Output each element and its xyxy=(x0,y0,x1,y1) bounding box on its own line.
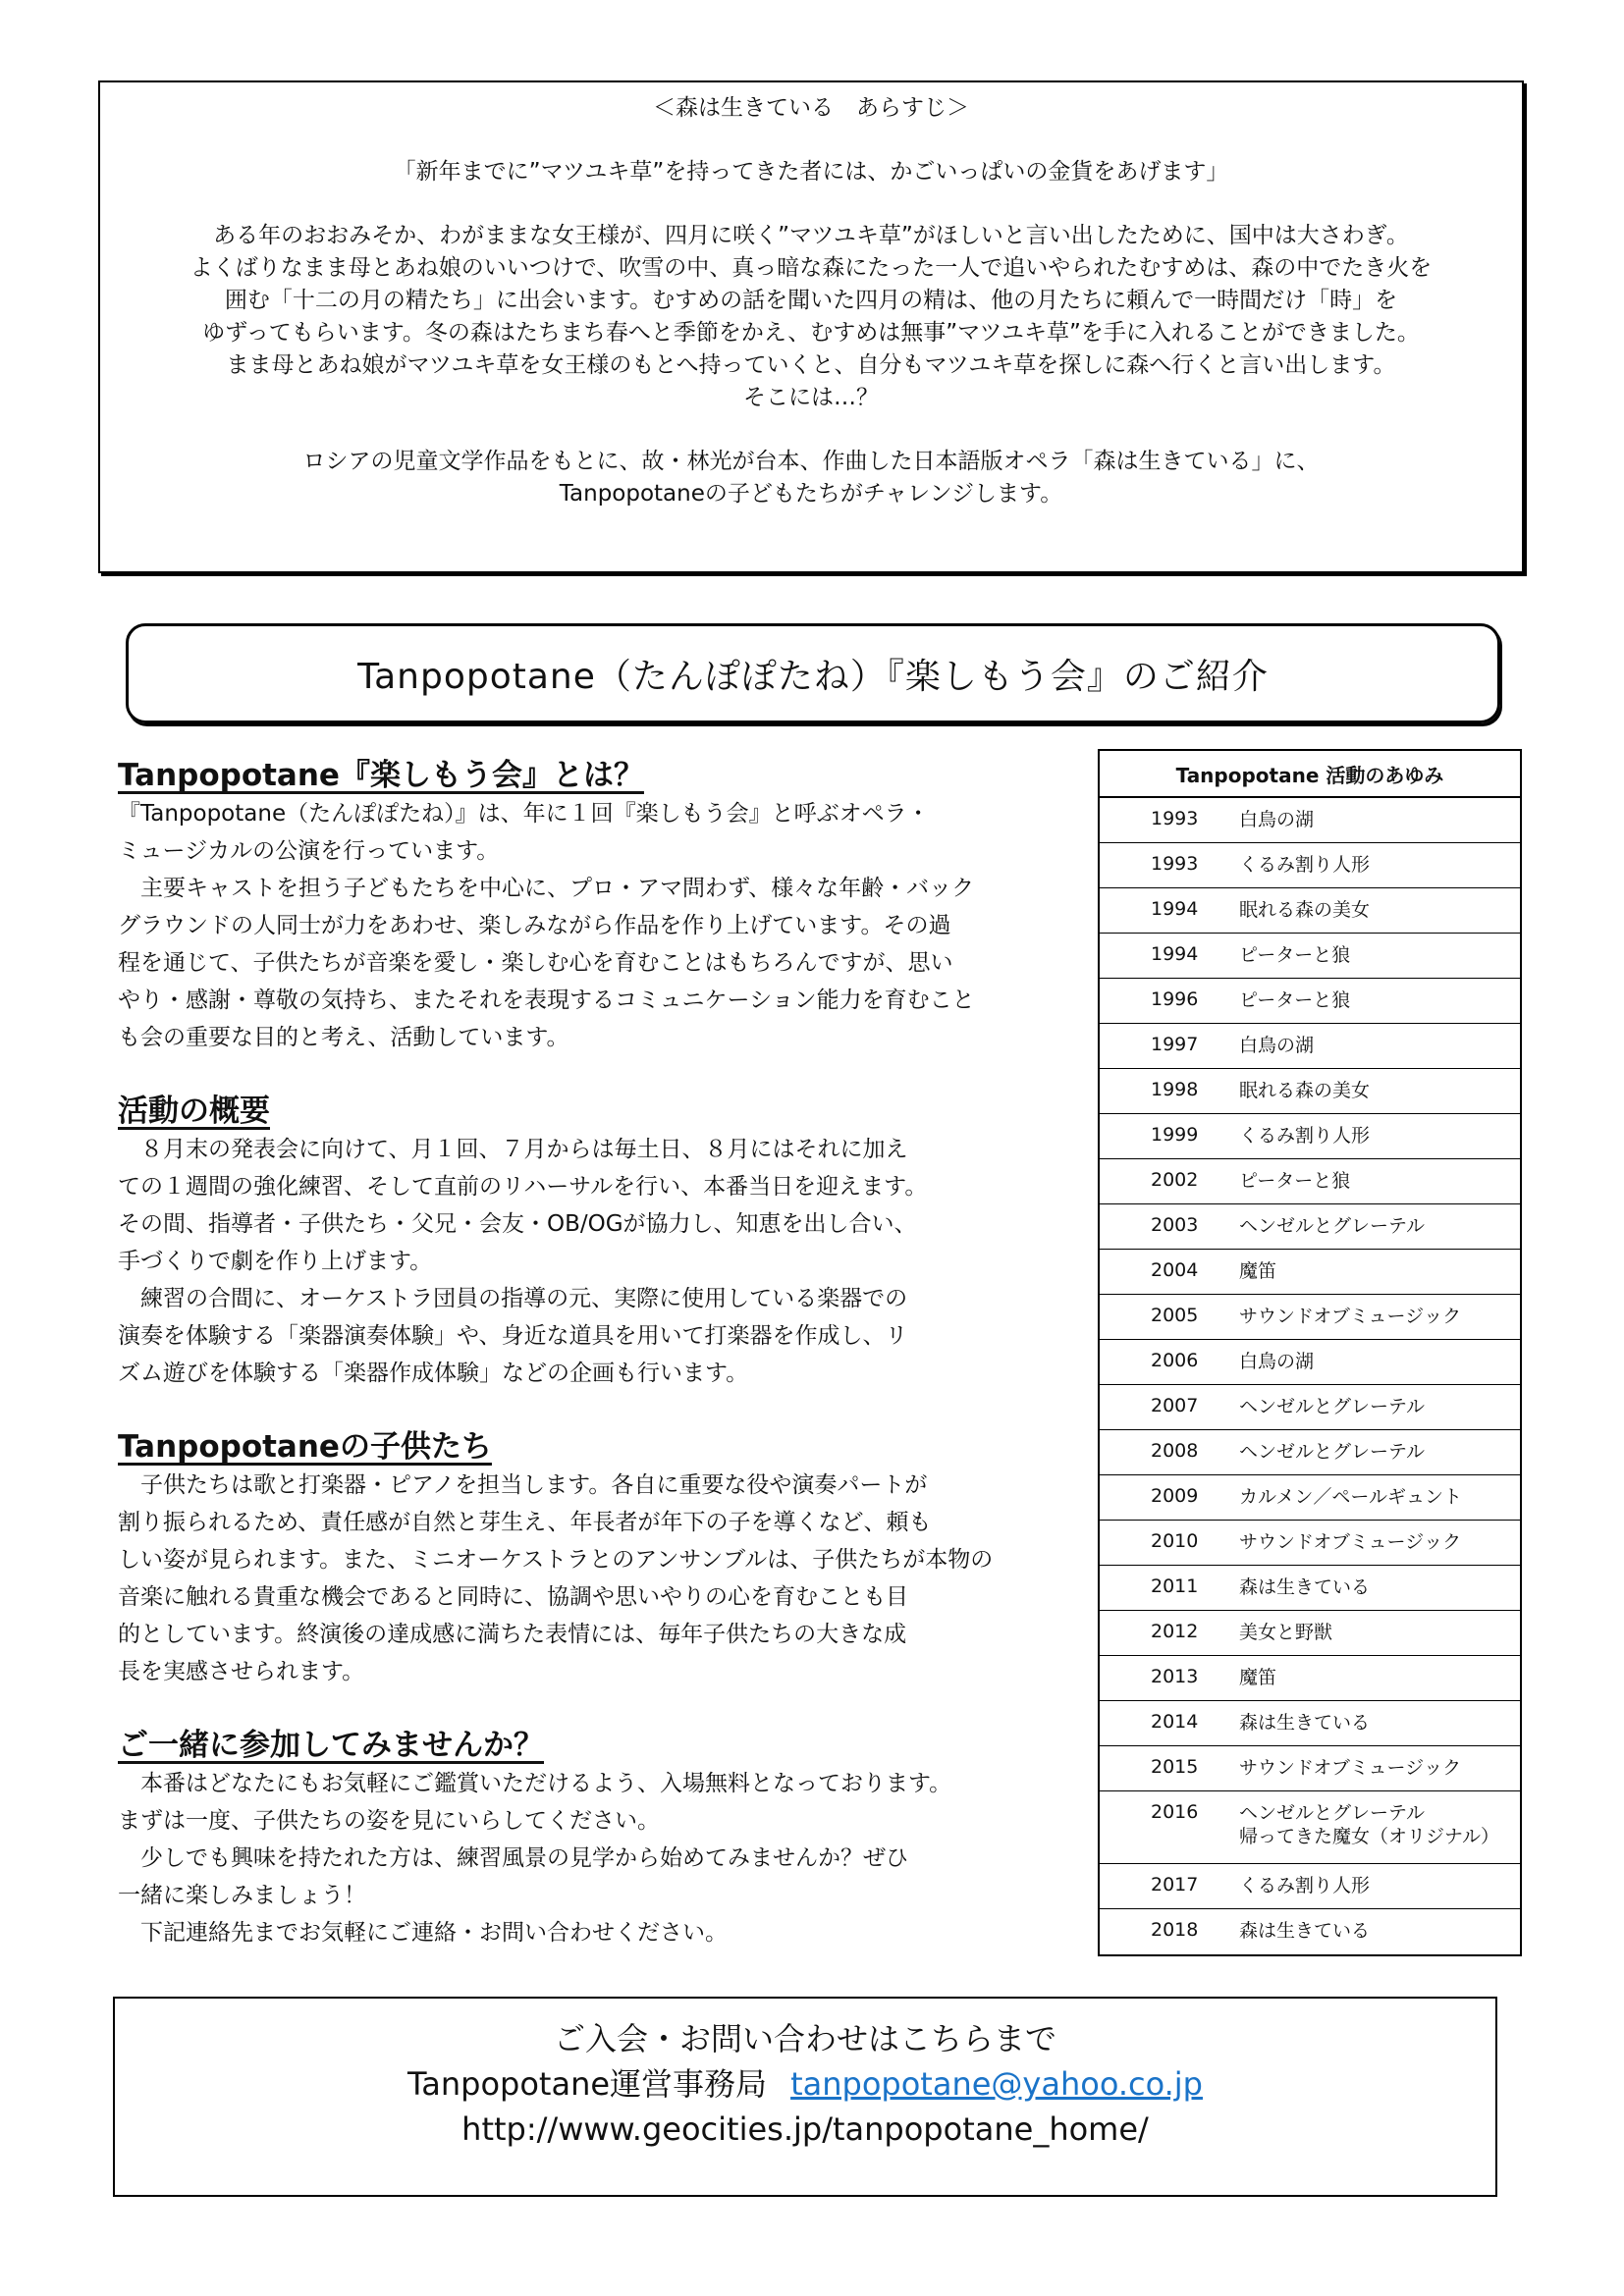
history-title: 眠れる森の美女 xyxy=(1239,899,1371,921)
section-line: ての１週間の強化練習、そして直前のリハーサルを行い、本番当日を迎えます。 xyxy=(118,1174,928,1200)
synopsis-line: よくばりなまま母とあね娘のいいつけで、吹雪の中、真っ暗な森にたった一人で追いやられたむすめは、森の中でたき火を xyxy=(189,255,1433,281)
section-line: しい姿が見られます。また、ミニオーケストラとのアンサンブルは、子供たちが本物の xyxy=(118,1547,994,1573)
history-title: ピーターと狼 xyxy=(1239,944,1351,966)
history-year: 2007 xyxy=(1151,1395,1199,1416)
history-year: 1993 xyxy=(1151,808,1199,829)
history-titles xyxy=(1218,1305,1520,1328)
synopsis-line: 囲む「十二の月の精たち」に出会います。むすめの話を聞いた四月の精は、他の月たちに頼んで一時間だけ「時」を xyxy=(224,288,1398,313)
history-year: 2005 xyxy=(1151,1305,1199,1326)
history-year: 2014 xyxy=(1151,1711,1199,1733)
history-row xyxy=(1100,979,1520,1024)
history-title: 森は生きている xyxy=(1239,1920,1371,1942)
history-row xyxy=(1100,798,1520,843)
history-year: 2018 xyxy=(1151,1919,1199,1941)
history-title: 美女と野獣 xyxy=(1239,1622,1333,1643)
history-title: 白鳥の湖 xyxy=(1239,809,1315,830)
history-year: 1996 xyxy=(1151,988,1199,1010)
history-title: 白鳥の湖 xyxy=(1239,1035,1315,1056)
section-line: 主要キャストを担う子どもたちを中心に、プロ・アマ問わず、様々な年齢・バック xyxy=(118,876,975,901)
history-year: 1999 xyxy=(1151,1124,1199,1146)
history-title: 眠れる森の美女 xyxy=(1239,1080,1371,1101)
section-line: ズム遊びを体験する「楽器作成体験」などの企画も行います。 xyxy=(118,1361,749,1386)
section-line: 的としています。終演後の達成感に満ちた表情には、毎年子供たちの大きな成 xyxy=(118,1622,907,1647)
history-year: 1993 xyxy=(1151,853,1199,875)
history-title: ピーターと狼 xyxy=(1239,1170,1351,1192)
history-year: 2015 xyxy=(1151,1756,1199,1778)
section xyxy=(118,756,1060,1056)
history-year: 2010 xyxy=(1151,1530,1199,1552)
history-year: 2011 xyxy=(1151,1575,1199,1597)
section-heading: Tanpopotane『楽しもう会』とは？ xyxy=(118,758,644,793)
history-row xyxy=(1100,1430,1520,1475)
section-line: 『Tanpopotane（たんぽぽたね）』は、年に１回『楽しもう会』と呼ぶオペラ・ xyxy=(118,801,930,827)
section-line: ミュージカルの公演を行っています。 xyxy=(118,838,500,864)
history-row xyxy=(1100,934,1520,979)
history-title: 森は生きている xyxy=(1239,1576,1371,1598)
section-line: 子供たちは歌と打楽器・ピアノを担当します。各自に重要な役や演奏パートが xyxy=(118,1472,928,1498)
history-titles xyxy=(1218,1801,1520,1848)
history-titles xyxy=(1218,1440,1520,1464)
section xyxy=(118,1726,1060,1951)
history-year: 2008 xyxy=(1151,1440,1199,1462)
history-title: 魔笛 xyxy=(1239,1667,1277,1688)
synopsis-note-line: Tanpopotaneの子どもたちがチャレンジします。 xyxy=(559,481,1063,507)
history-row xyxy=(1100,843,1520,888)
history-row xyxy=(1100,1385,1520,1430)
history-year: 1998 xyxy=(1151,1079,1199,1100)
history-titles xyxy=(1218,898,1520,922)
history-title: 帰ってきた魔女（オリジナル） xyxy=(1239,1826,1500,1847)
history-title: サウンドオブミュージック xyxy=(1239,1306,1462,1327)
history-title: くるみ割り人形 xyxy=(1239,854,1371,876)
history-row xyxy=(1100,1864,1520,1909)
history-titles xyxy=(1218,1756,1520,1780)
section-line: やり・感謝・尊敬の気持ち、またそれを表現するコミュニケーション能力を育むこと xyxy=(118,988,975,1013)
history-titles xyxy=(1218,1124,1520,1148)
history-row xyxy=(1100,1204,1520,1250)
synopsis-line: ゆずってもらいます。冬の森はたちまち春へと季節をかえ、むすめは無事”マツユキ草”を手に入れることができました。 xyxy=(202,320,1420,346)
history-row xyxy=(1100,1024,1520,1069)
history-row xyxy=(1100,1475,1520,1521)
history-row xyxy=(1100,1114,1520,1159)
history-year: 2012 xyxy=(1151,1621,1199,1642)
section-line: 長を実感させられます。 xyxy=(118,1659,365,1684)
history-title: ヘンゼルとグレーテル xyxy=(1239,1802,1426,1824)
section-heading: Tanpopotaneの子供たち xyxy=(118,1429,492,1465)
section xyxy=(118,1092,1060,1392)
section-line: 本番はどなたにもお気軽にご鑑賞いただけるよう、入場無料となっております。 xyxy=(118,1771,952,1796)
section-line: 手づくりで劇を作り上げます。 xyxy=(118,1249,433,1274)
history-titles xyxy=(1218,1214,1520,1238)
synopsis-note xyxy=(100,446,1522,510)
section-line: 少しでも興味を持たれた方は、練習風景の見学から始めてみませんか？ぜひ xyxy=(118,1845,908,1871)
history-titles xyxy=(1218,808,1520,831)
history-row xyxy=(1100,1656,1520,1701)
history-year: 2002 xyxy=(1151,1169,1199,1191)
history-table-title: Tanpopotane 活動のあゆみ xyxy=(1100,751,1520,798)
history-year: 2003 xyxy=(1151,1214,1199,1236)
history-titles xyxy=(1218,1530,1520,1554)
office-name: Tanpopotane運営事務局 xyxy=(407,2065,768,2103)
section-line: も会の重要な目的と考え、活動しています。 xyxy=(118,1025,569,1050)
history-titles xyxy=(1218,1575,1520,1599)
history-titles xyxy=(1218,1169,1520,1193)
section-line: グラウンドの人同士が力をあわせ、楽しみながら作品を作り上げています。その過 xyxy=(118,913,951,938)
section-line: 演奏を体験する「楽器演奏体験」や、身近な道具を用いて打楽器を作成し、リ xyxy=(118,1323,908,1349)
history-year: 1997 xyxy=(1151,1034,1199,1055)
history-titles xyxy=(1218,943,1520,967)
history-titles xyxy=(1218,1259,1520,1283)
history-title: ヘンゼルとグレーテル xyxy=(1239,1215,1426,1237)
synopsis-quote: 「新年までに”マツユキ草”を持ってきた者には、かごいっぱいの金貨をあげます」 xyxy=(393,159,1229,185)
synopsis-body xyxy=(100,220,1522,414)
history-row xyxy=(1100,1566,1520,1611)
synopsis-line: そこには…？ xyxy=(743,385,879,410)
history-row xyxy=(1100,1295,1520,1340)
history-titles xyxy=(1218,1395,1520,1418)
history-row xyxy=(1100,1909,1520,1954)
section-line: 程を通じて、子供たちが音楽を愛し・楽しむ心を育むことはもちろんですが、思い xyxy=(118,950,953,976)
section-line: 一緒に楽しみましょう！ xyxy=(118,1883,366,1908)
section xyxy=(118,1427,1060,1690)
history-titles xyxy=(1218,1350,1520,1373)
section-line: 練習の合間に、オーケストラ団員の指導の元、実際に使用している楽器での xyxy=(118,1286,908,1311)
section-line: 割り振られるため、責任感が自然と芽生え、年長者が年下の子を導くなど、頼も xyxy=(118,1510,932,1535)
history-year: 2004 xyxy=(1151,1259,1199,1281)
history-title: カルメン／ペールギュント xyxy=(1239,1486,1463,1508)
history-year: 1994 xyxy=(1151,943,1199,965)
history-year: 1994 xyxy=(1151,898,1199,920)
history-year: 2013 xyxy=(1151,1666,1199,1687)
history-row xyxy=(1100,1521,1520,1566)
synopsis-note-line: ロシアの児童文学作品をもとに、故・林光が台本、作曲した日本語版オペラ「森は生きている」に、 xyxy=(302,449,1320,474)
history-titles xyxy=(1218,1711,1520,1735)
history-year: 2006 xyxy=(1151,1350,1199,1371)
history-row xyxy=(1100,888,1520,934)
synopsis-heading: ＜森は生きている あらすじ＞ xyxy=(653,95,969,121)
history-title: ヘンゼルとグレーテル xyxy=(1239,1441,1426,1463)
history-year: 2016 xyxy=(1151,1801,1199,1823)
contact-office-line xyxy=(115,2061,1495,2107)
history-row xyxy=(1100,1340,1520,1385)
history-row xyxy=(1100,1746,1520,1791)
synopsis-box xyxy=(98,80,1524,573)
section-line: 下記連絡先までお気軽にご連絡・お問い合わせください。 xyxy=(118,1920,728,1946)
history-title: 白鳥の湖 xyxy=(1239,1351,1315,1372)
history-title: ピーターと狼 xyxy=(1239,989,1351,1011)
history-titles xyxy=(1218,1666,1520,1689)
history-title: サウンドオブミュージック xyxy=(1239,1757,1462,1779)
section-line: 音楽に触れる貴重な機会であると同時に、協調や思いやりの心を育むことも目 xyxy=(118,1584,908,1610)
section-line: その間、指導者・子供たち・父兄・会友・OB/OGが協力し、知恵を出し合い、 xyxy=(118,1211,917,1237)
history-year: 2017 xyxy=(1151,1874,1199,1896)
intro-title: Tanpopotane（たんぽぽたね）『楽しもう会』のご紹介 xyxy=(126,623,1500,723)
history-title: サウンドオブミュージック xyxy=(1239,1531,1462,1553)
history-titles xyxy=(1218,1621,1520,1644)
contact-box xyxy=(113,1997,1497,2197)
history-title: くるみ割り人形 xyxy=(1239,1875,1371,1896)
history-year: 2009 xyxy=(1151,1485,1199,1507)
website-url[interactable]: http://www.geocities.jp/tanpopotane_home/ xyxy=(461,2110,1149,2148)
history-row xyxy=(1100,1701,1520,1746)
section-heading: 活動の概要 xyxy=(118,1094,270,1129)
history-row xyxy=(1100,1791,1520,1864)
history-titles xyxy=(1218,1919,1520,1943)
history-table xyxy=(1098,749,1522,1956)
history-row xyxy=(1100,1069,1520,1114)
history-title: 森は生きている xyxy=(1239,1712,1371,1734)
intro-sections xyxy=(118,756,1060,1987)
history-titles xyxy=(1218,853,1520,877)
history-titles xyxy=(1218,1079,1520,1102)
history-row xyxy=(1100,1611,1520,1656)
history-titles xyxy=(1218,1485,1520,1509)
synopsis-line: ある年のおおみそか、わがままな女王様が、四月に咲く”マツユキ草”がほしいと言い出したために、国中は大さわぎ。 xyxy=(213,223,1409,248)
synopsis-line: まま母とあね娘がマツユキ草を女王様のもとへ持っていくと、自分もマツユキ草を探しに森へ行くと言い出します。 xyxy=(226,352,1396,378)
section-heading: ご一緒に参加してみませんか？ xyxy=(118,1728,544,1763)
history-titles xyxy=(1218,988,1520,1012)
section-line: ８月末の発表会に向けて、月１回、７月からは毎土日、８月にはそれに加え xyxy=(118,1137,908,1162)
history-title: 魔笛 xyxy=(1239,1260,1277,1282)
history-row xyxy=(1100,1250,1520,1295)
history-row xyxy=(1100,1159,1520,1204)
history-title: ヘンゼルとグレーテル xyxy=(1239,1396,1426,1417)
contact-line: ご入会・お問い合わせはこちらまで xyxy=(553,2020,1056,2057)
history-title: くるみ割り人形 xyxy=(1239,1125,1371,1147)
history-titles xyxy=(1218,1874,1520,1897)
email-link[interactable]: tanpopotane@yahoo.co.jp xyxy=(790,2065,1203,2103)
history-titles xyxy=(1218,1034,1520,1057)
section-line: まずは一度、子供たちの姿を見にいらしてください。 xyxy=(118,1808,660,1834)
